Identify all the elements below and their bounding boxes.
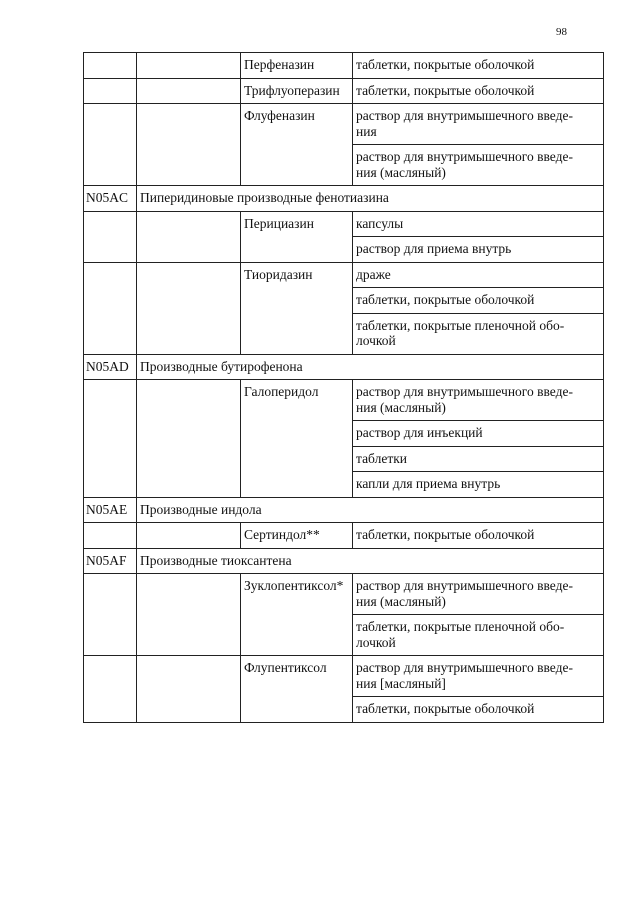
anatomical-group-cell <box>137 104 241 186</box>
atc-code-cell <box>84 574 137 656</box>
drug-name-cell: Сертиндол** <box>241 523 353 549</box>
anatomical-group-cell <box>137 53 241 79</box>
dosage-form-cell: таблетки, покрытые оболочкой <box>353 53 604 79</box>
drug-name-cell: Трифлуоперазин <box>241 78 353 104</box>
anatomical-group-cell <box>137 574 241 656</box>
anatomical-group-cell <box>137 262 241 354</box>
drug-form-row <box>84 53 604 79</box>
atc-code-cell <box>84 211 137 262</box>
atc-code-cell: N05AC <box>84 186 137 212</box>
drug-name-cell: Зуклопентиксол* <box>241 574 353 656</box>
atc-code-cell <box>84 262 137 354</box>
dosage-form-cell: раствор для внутримышечного введе- ния (масляный) <box>353 145 604 186</box>
group-row <box>84 186 604 212</box>
dosage-form-cell: раствор для внутримышечного введе- ния <box>353 104 604 145</box>
atc-code-cell <box>84 53 137 79</box>
drug-name-cell: Тиоридазин <box>241 262 353 354</box>
anatomical-group-cell <box>137 211 241 262</box>
dosage-form-cell: раствор для внутримышечного введе- ния (масляный) <box>353 574 604 615</box>
anatomical-group-cell <box>137 523 241 549</box>
dosage-form-cell: таблетки, покрытые пленочной обо- лочкой <box>353 615 604 656</box>
dosage-form-cell: капли для приема внутрь <box>353 472 604 498</box>
dosage-form-cell: таблетки, покрытые оболочкой <box>353 288 604 314</box>
dosage-form-cell: раствор для внутримышечного введе- ния [масляный] <box>353 656 604 697</box>
drug-name-cell: Перфеназин <box>241 53 353 79</box>
anatomical-group-cell <box>137 656 241 723</box>
dosage-form-cell: драже <box>353 262 604 288</box>
atc-code-cell <box>84 656 137 723</box>
group-title-cell: Производные бутирофенона <box>137 354 604 380</box>
atc-code-cell: N05AE <box>84 497 137 523</box>
dosage-form-cell: раствор для внутримышечного введе- ния (масляный) <box>353 380 604 421</box>
drug-form-row <box>84 574 604 615</box>
dosage-form-cell: раствор для приема внутрь <box>353 237 604 263</box>
group-title-cell: Пиперидиновые производные фенотиазина <box>137 186 604 212</box>
atc-code-cell <box>84 380 137 498</box>
drug-form-row <box>84 262 604 288</box>
drug-form-row <box>84 380 604 421</box>
drug-form-row <box>84 104 604 145</box>
dosage-form-cell: таблетки, покрытые оболочкой <box>353 697 604 723</box>
dosage-form-cell: таблетки, покрытые пленочной обо- лочкой <box>353 313 604 354</box>
dosage-form-cell: таблетки, покрытые оболочкой <box>353 523 604 549</box>
page-number: 98 <box>556 26 567 38</box>
drug-name-cell: Галоперидол <box>241 380 353 498</box>
dosage-form-cell: таблетки, покрытые оболочкой <box>353 78 604 104</box>
drug-table-body <box>84 53 604 723</box>
atc-code-cell <box>84 104 137 186</box>
drug-name-cell: Перициазин <box>241 211 353 262</box>
group-title-cell: Производные тиоксантена <box>137 548 604 574</box>
group-row <box>84 497 604 523</box>
anatomical-group-cell <box>137 78 241 104</box>
anatomical-group-cell <box>137 380 241 498</box>
dosage-form-cell: таблетки <box>353 446 604 472</box>
group-row <box>84 354 604 380</box>
dosage-form-cell: раствор для инъекций <box>353 421 604 447</box>
dosage-form-cell: капсулы <box>353 211 604 237</box>
group-title-cell: Производные индола <box>137 497 604 523</box>
atc-code-cell <box>84 523 137 549</box>
drug-form-row <box>84 78 604 104</box>
atc-code-cell: N05AF <box>84 548 137 574</box>
group-row <box>84 548 604 574</box>
drug-table <box>83 52 604 723</box>
drug-form-row <box>84 211 604 237</box>
drug-form-row <box>84 656 604 697</box>
atc-code-cell <box>84 78 137 104</box>
drug-name-cell: Флупентиксол <box>241 656 353 723</box>
drug-form-row <box>84 523 604 549</box>
drug-name-cell: Флуфеназин <box>241 104 353 186</box>
atc-code-cell: N05AD <box>84 354 137 380</box>
